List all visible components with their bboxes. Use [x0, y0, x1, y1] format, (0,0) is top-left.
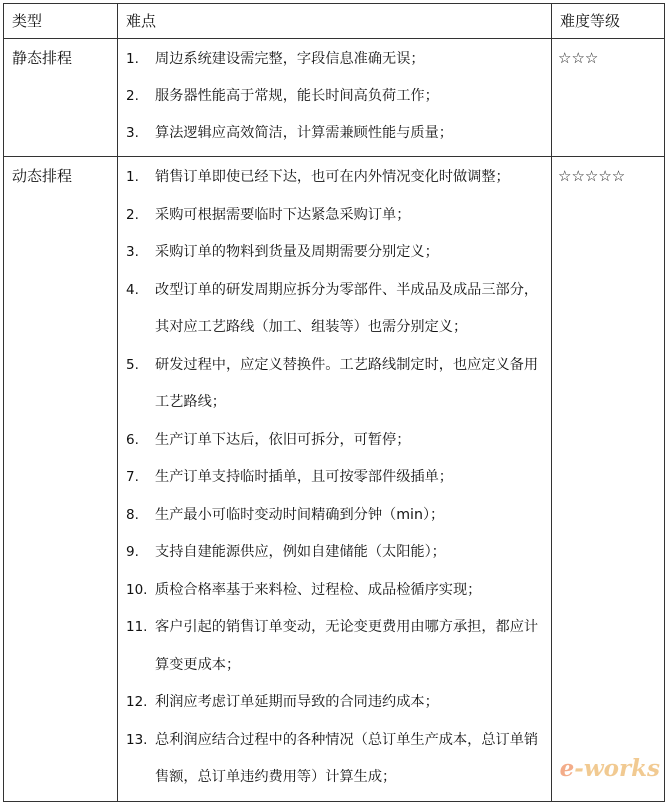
list-item: 4. 改型订单的研发周期应拆分为零部件、半成品及成品三部分，其对应工艺路线（加工、组装等）也需分别定义； — [126, 281, 539, 335]
difficulty-table — [3, 3, 665, 802]
list-item: 1. 周边系统建设需完整，字段信息准确无误； — [126, 51, 425, 67]
difficulty-stars: ☆☆☆☆☆ — [552, 157, 665, 802]
row-static-scheduling — [4, 39, 665, 157]
difficulty-stars: ☆☆☆ — [552, 39, 665, 157]
row-dynamic-scheduling — [4, 157, 665, 802]
difficulty-cell — [118, 39, 552, 157]
list-item: 9. 支持自建能源供应，例如自建储能（太阳能）； — [126, 544, 446, 560]
list-item: 5. 研发过程中，应定义替换件。工艺路线制定时，也应定义备用工艺路线； — [126, 356, 539, 410]
list-item: 7. 生产订单支持临时插单，且可按零部件级插单； — [126, 469, 453, 485]
type-cell: 静态排程 — [4, 39, 118, 157]
list-item: 11. 客户引起的销售订单变动，无论变更费用由哪方承担，都应计算变更成本； — [126, 619, 539, 673]
eworks-watermark-logo: e-works — [559, 755, 660, 782]
list-item: 13. 总利润应结合过程中的各种情况（总订单生产成本，总订单销售额，总订单违约费用等）计算生成； — [126, 731, 539, 785]
list-item: 6. 生产订单下达后，依旧可拆分，可暂停； — [126, 431, 411, 448]
list-item: 12. 利润应考虑订单延期而导致的合同违约成本； — [126, 694, 439, 710]
type-cell: 动态排程 — [4, 157, 118, 802]
difficulty-cell — [118, 157, 552, 802]
list-item: 2. 采购可根据需要临时下达紧急采购订单； — [126, 206, 411, 223]
list-item: 3. 算法逻辑应高效简洁，计算需兼顾性能与质量； — [126, 125, 453, 141]
list-item: 3. 采购订单的物料到货量及周期需要分别定义； — [126, 244, 439, 260]
list-item: 2. 服务器性能高于常规，能长时间高负荷工作； — [126, 88, 439, 104]
list-item: 8. 生产最小可临时变动时间精确到分钟（min）； — [126, 506, 445, 523]
header-difficulty: 难点 — [118, 4, 552, 39]
difficulty-list — [118, 157, 551, 801]
header-level: 难度等级 — [552, 4, 665, 39]
difficulty-list — [118, 39, 551, 156]
list-item: 1. 销售订单即使已经下达，也可在内外情况变化时做调整； — [126, 169, 510, 185]
list-item: 10. 质检合格率基于来料检、过程检、成品检循序实现； — [126, 581, 482, 598]
header-row — [4, 4, 665, 39]
header-type: 类型 — [4, 4, 118, 39]
